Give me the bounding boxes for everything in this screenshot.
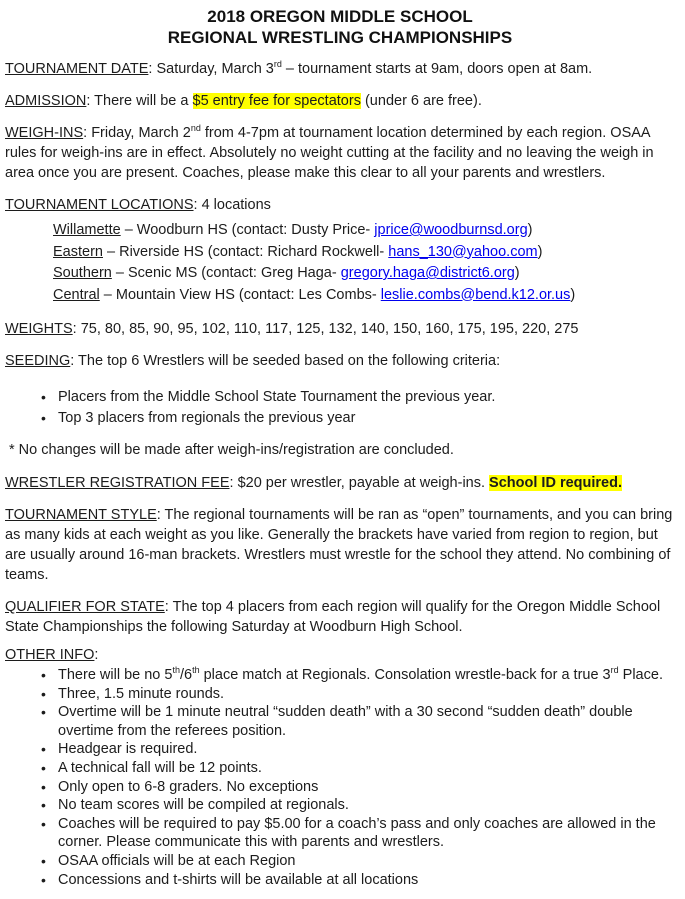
other-info-bullet-item: • Only open to 6-8 graders. No exceptions <box>58 778 675 797</box>
tournament-date-paragraph <box>5 59 675 79</box>
seeding-note: * No changes will be made after weigh-ins/registration are concluded. <box>9 442 454 458</box>
weights-paragraph <box>5 319 675 339</box>
location-detail-text: – Riverside HS (contact: Richard Rockwell- <box>102 243 389 260</box>
registration-fee-highlighted-text: School ID required. <box>489 475 622 491</box>
ordinal-suffix: rd <box>273 59 282 70</box>
seeding-bullet-list <box>5 387 675 428</box>
seeding-text: : The top 6 Wrestlers will be seeded based on the following criteria: <box>70 353 501 369</box>
location-row-eastern <box>53 242 675 264</box>
location-row-central <box>53 285 675 307</box>
ordinal-suffix: th <box>192 665 200 676</box>
weigh-ins-paragraph <box>5 123 675 183</box>
other-info-heading <box>5 645 675 665</box>
document-title-line2: REGIONAL WRESTLING CHAMPIONSHIPS <box>167 28 513 47</box>
seeding-bullet-item: • Top 3 placers from regionals the previous year <box>58 408 675 429</box>
registration-fee-label: WRESTLER REGISTRATION FEE <box>5 475 230 491</box>
location-close-paren: ) <box>527 222 533 238</box>
other-info-bullet-item: • Headgear is required. <box>58 740 675 759</box>
other-info-bullet-item: • Three, 1.5 minute rounds. <box>58 685 675 704</box>
location-list <box>5 220 675 306</box>
tournament-style-paragraph <box>5 505 675 585</box>
tournament-style-label: TOURNAMENT STYLE <box>5 507 157 523</box>
other-info-bullet-item: • Concessions and t-shirts will be available at all locations <box>58 871 675 890</box>
other-info-bullet-item: • No team scores will be compiled at regionals. <box>58 796 675 815</box>
email-link-central[interactable]: leslie.combs@bend.k12.or.us <box>380 286 571 303</box>
ordinal-suffix: th <box>172 665 180 676</box>
registration-fee-text: : $20 per wrestler, payable at weigh-ins. <box>229 475 490 491</box>
email-link-southern[interactable]: gregory.haga@district6.org <box>340 265 515 281</box>
other-info-bullet-item: • Overtime will be 1 minute neutral “sudden death” with a 30 second “sudden death” double overtime from the referees position. <box>58 703 675 740</box>
ordinal-suffix: rd <box>610 665 619 676</box>
other-info-bullet-list <box>5 666 675 889</box>
tournament-date-text-1: : Saturday, March 3 <box>148 61 274 77</box>
admission-label: ADMISSION <box>5 93 87 109</box>
bullet-text-3: place match at Regionals. Consolation wrestle-back for a true 3 <box>199 667 611 683</box>
email-link-eastern[interactable]: hans_130@yahoo.com <box>388 243 538 260</box>
qualifier-text: : The top 4 placers from each region will qualify for the Oregon Middle School State Championships the following Saturday at Woodburn High School. <box>5 599 661 635</box>
location-detail-text: – Woodburn HS (contact: Dusty Price- <box>120 222 375 238</box>
bullet-text-1: There will be no 5 <box>58 667 173 683</box>
location-close-paren: ) <box>514 265 520 281</box>
tournament-date-label: TOURNAMENT DATE <box>5 61 149 77</box>
qualifier-paragraph <box>5 597 675 637</box>
tournament-locations-heading <box>5 195 675 215</box>
location-row-willamette <box>53 220 675 242</box>
tournament-locations-label: TOURNAMENT LOCATIONS <box>5 197 194 213</box>
seeding-paragraph <box>5 351 675 371</box>
other-info-bullet-item: • OSAA officials will be at each Region <box>58 852 675 871</box>
location-region-name: Southern <box>53 265 112 281</box>
location-close-paren: ) <box>570 286 576 303</box>
bullet-text-4: Place. <box>618 667 663 683</box>
ordinal-suffix: nd <box>190 123 201 134</box>
tournament-locations-text: : 4 locations <box>193 197 271 213</box>
location-close-paren: ) <box>537 243 543 260</box>
admission-text-2: (under 6 are free). <box>360 93 482 109</box>
email-link-willamette[interactable]: jprice@woodburnsd.org <box>374 222 528 238</box>
tournament-style-text: : The regional tournaments will be ran as “open” tournaments, and you can bring as many kids at each weight as you like. Generally the brackets have varied from region to region, but are usually around 16-man brackets. Wrestlers must wrestle for the school they attend. No combining of teams. <box>5 507 673 583</box>
other-info-label: OTHER INFO <box>5 647 95 663</box>
weigh-ins-text-2: from 4-7pm at tournament location determined by each region. OSAA rules for weigh-ins are in effect. Absolutely no weight cutting at the facility and no leaving the weigh in area once you are present. Coaches, please make this clear to all your parents and wrestlers. <box>5 125 654 181</box>
weigh-ins-label: WEIGH-INS <box>5 125 84 141</box>
admission-paragraph <box>5 91 675 111</box>
location-detail-text: – Scenic MS (contact: Greg Haga- <box>111 265 341 281</box>
weights-label: WEIGHTS <box>5 321 73 337</box>
other-info-colon: : <box>94 647 99 663</box>
location-region-name: Willamette <box>53 222 121 238</box>
seeding-label: SEEDING <box>5 353 71 369</box>
location-region-name: Eastern <box>53 243 103 260</box>
location-detail-text: – Mountain View HS (contact: Les Combs- <box>99 286 381 303</box>
location-row-southern <box>53 263 675 285</box>
tournament-date-text-2: – tournament starts at 9am, doors open at 8am. <box>281 61 593 77</box>
document-title-line1: 2018 OREGON MIDDLE SCHOOL <box>207 7 473 26</box>
weights-text: : 75, 80, 85, 90, 95, 102, 110, 117, 125, 132, 140, 150, 160, 175, 195, 220, 275 <box>72 321 579 337</box>
location-region-name: Central <box>53 286 100 303</box>
document-title <box>5 6 675 48</box>
qualifier-label: QUALIFIER FOR STATE <box>5 599 165 615</box>
registration-fee-paragraph <box>5 473 675 493</box>
admission-text-1: : There will be a <box>86 93 193 109</box>
seeding-bullet-item: • Placers from the Middle School State Tournament the previous year. <box>58 387 675 408</box>
bullet-text-2: /6 <box>179 667 193 683</box>
other-info-bullet-item: • Coaches will be required to pay $5.00 for a coach’s pass and only coaches are allowed in the corner. Please communicate this with parents and wrestlers. <box>58 815 675 852</box>
weigh-ins-text-1: : Friday, March 2 <box>83 125 191 141</box>
other-info-bullet-item <box>58 666 675 685</box>
other-info-bullet-item: • A technical fall will be 12 points. <box>58 759 675 778</box>
admission-highlighted-text: $5 entry fee for spectators <box>192 93 361 109</box>
